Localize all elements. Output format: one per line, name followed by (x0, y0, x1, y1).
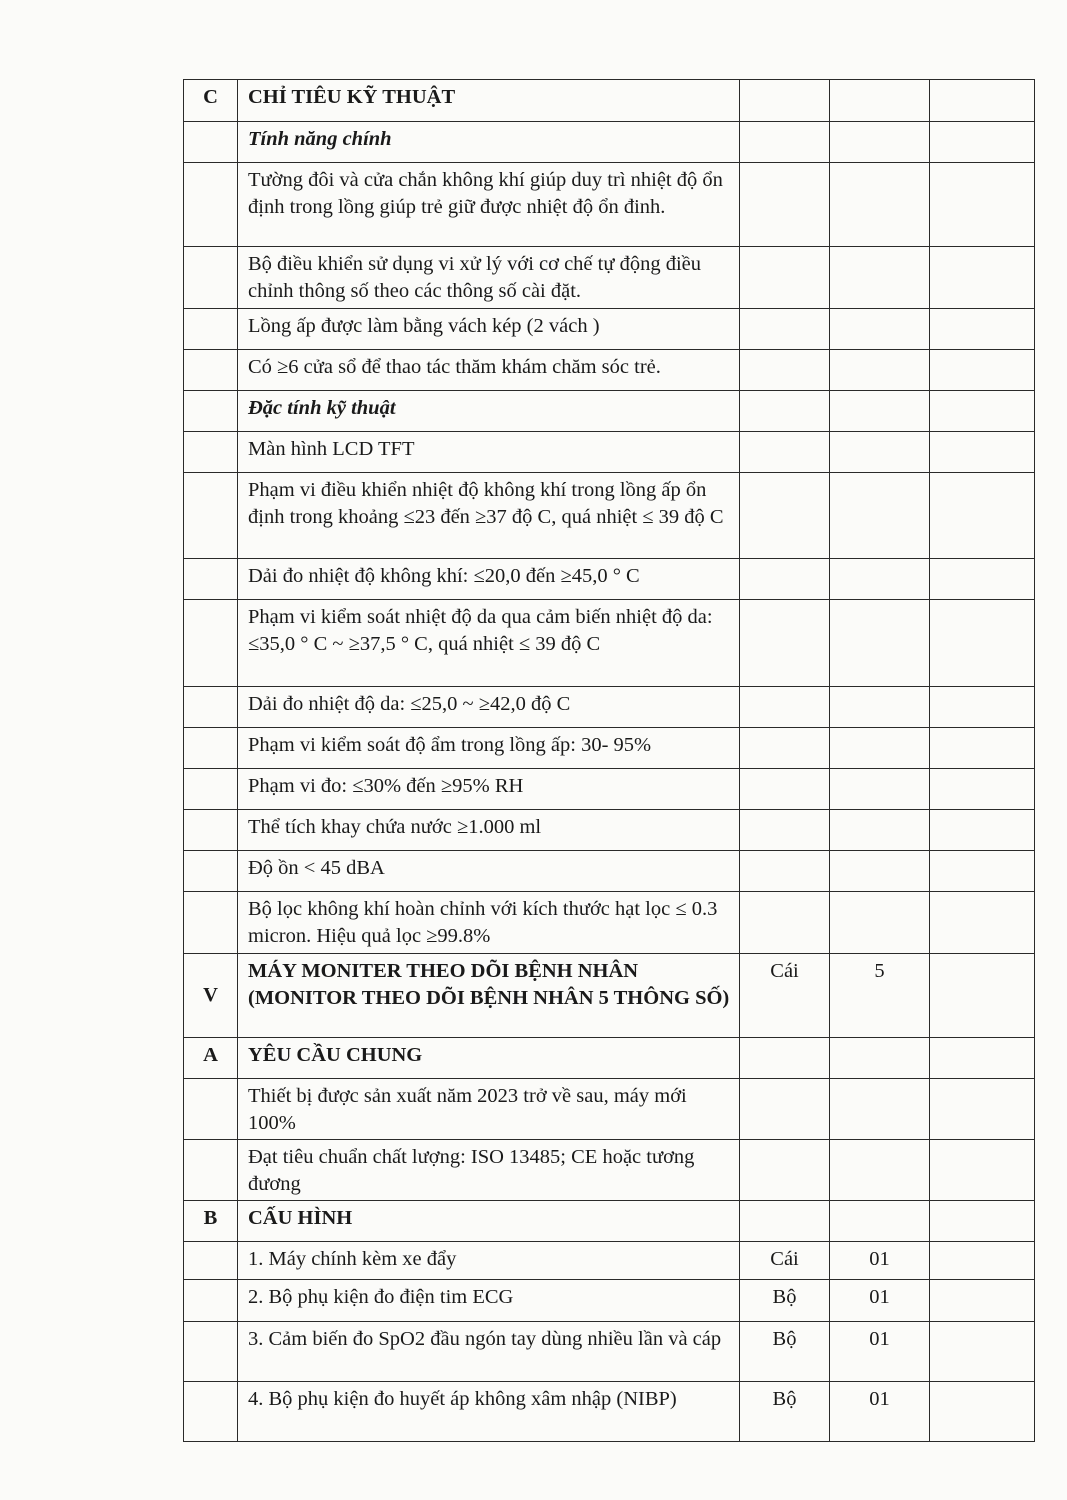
description-cell (238, 810, 740, 851)
row-number (184, 1242, 237, 1246)
row-number-cell (184, 80, 238, 122)
quantity-text (830, 1201, 929, 1205)
description-text: Bộ lọc không khí hoàn chỉnh với kích thước hạt lọc ≤ 0.3 micron. Hiệu quả lọc ≥99.8% (248, 898, 718, 947)
row-number (184, 1382, 237, 1386)
row-number (184, 1079, 237, 1083)
description-text: Phạm vi đo: ≤30% đến ≥95% RH (248, 775, 524, 797)
description-text: Thể tích khay chứa nước ≥1.000 ml (248, 816, 542, 838)
notes-cell (930, 391, 1035, 432)
unit-cell (740, 391, 830, 432)
row-number-cell (184, 432, 238, 473)
quantity-text (830, 810, 929, 814)
row-number (184, 728, 237, 732)
description-text: Độ ồn < 45 dBA (248, 857, 385, 879)
unit-text (740, 432, 829, 436)
row-number (184, 559, 237, 563)
quantity-text (830, 350, 929, 354)
quantity-cell (830, 810, 930, 851)
quantity-cell (830, 851, 930, 892)
description-cell (238, 391, 740, 432)
table-row (184, 954, 1035, 1038)
unit-cell (740, 432, 830, 473)
table-row (184, 1242, 1035, 1280)
row-number-cell (184, 600, 238, 687)
description-cell (238, 80, 740, 122)
unit-cell (740, 810, 830, 851)
quantity-cell (830, 473, 930, 559)
row-number (184, 600, 237, 604)
row-number (184, 473, 237, 477)
description-text: Thiết bị được sản xuất năm 2023 trở về sau, máy mới 100% (248, 1085, 687, 1134)
notes-cell (930, 600, 1035, 687)
quantity-text (830, 892, 929, 896)
row-number-cell (184, 769, 238, 810)
unit-cell (740, 559, 830, 600)
row-number (184, 1322, 237, 1326)
row-number-cell (184, 728, 238, 769)
description-text: MÁY MONITER THEO DÕI BỆNH NHÂN (MONITOR THEO DÕI BỆNH NHÂN 5 THÔNG SỐ) (248, 960, 730, 1009)
quantity-cell (830, 1079, 930, 1140)
notes-cell (930, 892, 1035, 954)
table-row (184, 1079, 1035, 1140)
row-number-cell (184, 892, 238, 954)
quantity-cell (830, 122, 930, 163)
quantity-text (830, 473, 929, 477)
row-number-cell (184, 163, 238, 247)
description-cell (238, 559, 740, 600)
quantity-text (830, 559, 929, 563)
notes-cell (930, 473, 1035, 559)
quantity-text (830, 600, 929, 604)
unit-text (740, 1038, 829, 1042)
quantity-cell (830, 559, 930, 600)
description-cell (238, 600, 740, 687)
quantity-text (830, 309, 929, 313)
quantity-cell (830, 892, 930, 954)
description-cell (238, 1079, 740, 1140)
description-cell (238, 851, 740, 892)
description-cell (238, 1382, 740, 1442)
quantity-cell (830, 1201, 930, 1242)
quantity-cell (830, 1242, 930, 1280)
notes-cell (930, 769, 1035, 810)
unit-cell (740, 892, 830, 954)
description-cell (238, 1242, 740, 1280)
description-text: 1. Máy chính kèm xe đẩy (248, 1248, 457, 1270)
unit-cell (740, 600, 830, 687)
description-text: YÊU CẦU CHUNG (248, 1044, 423, 1066)
description-cell (238, 728, 740, 769)
description-text: 4. Bộ phụ kiện đo huyết áp không xâm nhập (NIBP) (248, 1388, 677, 1410)
unit-cell (740, 728, 830, 769)
quantity-text (830, 163, 929, 167)
table-row (184, 391, 1035, 432)
description-cell (238, 350, 740, 391)
quantity-cell (830, 769, 930, 810)
row-number-cell (184, 559, 238, 600)
quantity-cell (830, 1322, 930, 1382)
notes-cell (930, 728, 1035, 769)
row-number-cell (184, 1038, 238, 1079)
row-number-cell (184, 687, 238, 728)
unit-text (740, 473, 829, 477)
quantity-cell (830, 1280, 930, 1322)
row-number-cell (184, 851, 238, 892)
unit-cell (740, 1201, 830, 1242)
unit-text (740, 309, 829, 313)
quantity-cell (830, 728, 930, 769)
description-cell (238, 1038, 740, 1079)
description-cell (238, 163, 740, 247)
description-cell (238, 122, 740, 163)
unit-text (740, 80, 829, 84)
row-number: C (203, 86, 218, 108)
quantity-cell (830, 163, 930, 247)
notes-cell (930, 350, 1035, 391)
row-number: V (203, 984, 218, 1006)
row-number (184, 1280, 237, 1284)
unit-text (740, 1201, 829, 1205)
table-row (184, 122, 1035, 163)
notes-cell (930, 851, 1035, 892)
table-row (184, 1140, 1035, 1201)
row-number-cell (184, 309, 238, 350)
table-row (184, 163, 1035, 247)
description-cell (238, 1322, 740, 1382)
notes-cell (930, 954, 1035, 1038)
quantity-cell (830, 80, 930, 122)
notes-cell (930, 1280, 1035, 1322)
notes-cell (930, 1038, 1035, 1079)
row-number-cell (184, 1201, 238, 1242)
table-row (184, 432, 1035, 473)
description-text: CHỈ TIÊU KỸ THUẬT (248, 86, 456, 108)
description-text: Dải đo nhiệt độ không khí: ≤20,0 đến ≥45,0 ° C (248, 565, 640, 587)
quantity-text (830, 728, 929, 732)
unit-text (740, 1079, 829, 1083)
description-text: Phạm vi điều khiển nhiệt độ không khí trong lồng ấp ổn định trong khoảng ≤23 đến ≥37 độ C, quá nhiệt ≤ 39 độ C (248, 479, 724, 528)
quantity-text: 01 (869, 1286, 890, 1308)
quantity-text (830, 247, 929, 251)
description-cell (238, 473, 740, 559)
quantity-cell (830, 432, 930, 473)
unit-cell (740, 1079, 830, 1140)
row-number (184, 769, 237, 773)
table-row (184, 1038, 1035, 1079)
unit-text (740, 851, 829, 855)
notes-cell (930, 687, 1035, 728)
quantity-cell (830, 391, 930, 432)
row-number-cell (184, 1280, 238, 1322)
notes-cell (930, 122, 1035, 163)
table-row (184, 1201, 1035, 1242)
table-row (184, 892, 1035, 954)
notes-cell (930, 1140, 1035, 1201)
row-number (184, 810, 237, 814)
description-text: Có ≥6 cửa sổ để thao tác thăm khám chăm sóc trẻ. (248, 356, 661, 378)
unit-text (740, 728, 829, 732)
notes-cell (930, 163, 1035, 247)
quantity-text: 01 (869, 1388, 890, 1410)
quantity-text (830, 122, 929, 126)
quantity-text: 01 (869, 1248, 890, 1270)
quantity-cell (830, 1140, 930, 1201)
unit-text: Bộ (772, 1286, 797, 1308)
row-number-cell (184, 350, 238, 391)
row-number-cell (184, 1382, 238, 1442)
row-number-cell (184, 1140, 238, 1201)
unit-text: Cái (770, 1248, 799, 1270)
quantity-text (830, 391, 929, 395)
table-row (184, 728, 1035, 769)
description-text: Dải đo nhiệt độ da: ≤25,0 ~ ≥42,0 độ C (248, 693, 571, 715)
unit-text: Bộ (772, 1388, 797, 1410)
unit-text (740, 892, 829, 896)
table-row (184, 769, 1035, 810)
row-number-cell (184, 247, 238, 309)
table-row (184, 80, 1035, 122)
notes-cell (930, 1242, 1035, 1280)
quantity-text (830, 1140, 929, 1144)
unit-cell (740, 163, 830, 247)
specification-table (183, 79, 1035, 1442)
quantity-cell (830, 350, 930, 391)
description-text: Phạm vi kiểm soát độ ẩm trong lồng ấp: 30- 95% (248, 734, 652, 756)
unit-text (740, 559, 829, 563)
quantity-text: 01 (869, 1328, 890, 1350)
row-number (184, 247, 237, 251)
notes-cell (930, 810, 1035, 851)
row-number-cell (184, 1079, 238, 1140)
unit-cell (740, 851, 830, 892)
notes-cell (930, 1382, 1035, 1442)
table-row (184, 600, 1035, 687)
quantity-cell (830, 687, 930, 728)
row-number-cell (184, 1242, 238, 1280)
unit-text (740, 810, 829, 814)
table-row (184, 810, 1035, 851)
unit-text (740, 600, 829, 604)
unit-cell (740, 309, 830, 350)
quantity-text (830, 1038, 929, 1042)
table-row (184, 1322, 1035, 1382)
description-cell (238, 954, 740, 1038)
unit-text (740, 163, 829, 167)
unit-text (740, 350, 829, 354)
quantity-text (830, 687, 929, 691)
row-number (184, 1140, 237, 1144)
table-row (184, 851, 1035, 892)
quantity-cell (830, 600, 930, 687)
unit-cell (740, 122, 830, 163)
quantity-text: 5 (874, 960, 885, 982)
description-text: 3. Cảm biến đo SpO2 đầu ngón tay dùng nhiều lần và cáp (248, 1328, 722, 1350)
unit-text (740, 247, 829, 251)
unit-cell (740, 80, 830, 122)
unit-cell (740, 687, 830, 728)
row-number: A (203, 1044, 218, 1066)
row-number (184, 163, 237, 167)
row-number (184, 350, 237, 354)
unit-cell (740, 350, 830, 391)
quantity-text (830, 432, 929, 436)
notes-cell (930, 80, 1035, 122)
notes-cell (930, 559, 1035, 600)
unit-cell (740, 1382, 830, 1442)
unit-text (740, 391, 829, 395)
description-cell (238, 892, 740, 954)
description-cell (238, 1140, 740, 1201)
description-cell (238, 1280, 740, 1322)
quantity-cell (830, 247, 930, 309)
description-text: Đạt tiêu chuẩn chất lượng: ISO 13485; CE hoặc tương đương (248, 1146, 695, 1195)
description-cell (238, 247, 740, 309)
table-row (184, 247, 1035, 309)
quantity-text (830, 1079, 929, 1083)
quantity-cell (830, 954, 930, 1038)
description-text: Tính năng chính (248, 128, 392, 150)
row-number-cell (184, 954, 238, 1038)
description-cell (238, 769, 740, 810)
quantity-text (830, 851, 929, 855)
description-text: CẤU HÌNH (248, 1207, 353, 1229)
unit-cell (740, 1322, 830, 1382)
unit-text (740, 122, 829, 126)
table-row (184, 559, 1035, 600)
unit-text: Cái (770, 960, 799, 982)
table-row (184, 350, 1035, 391)
quantity-cell (830, 1382, 930, 1442)
description-text: Tường đôi và cửa chắn không khí giúp duy trì nhiệt độ ổn định trong lồng giúp trẻ giữ được nhiệt độ ổn đinh. (248, 169, 723, 218)
row-number (184, 892, 237, 896)
row-number: B (203, 1207, 218, 1229)
unit-cell (740, 473, 830, 559)
unit-cell (740, 769, 830, 810)
table-row (184, 1382, 1035, 1442)
unit-cell (740, 954, 830, 1038)
description-cell (238, 309, 740, 350)
description-cell (238, 1201, 740, 1242)
unit-cell (740, 1140, 830, 1201)
row-number-cell (184, 391, 238, 432)
unit-text (740, 1140, 829, 1144)
description-text: 2. Bộ phụ kiện đo điện tim ECG (248, 1286, 514, 1308)
row-number (184, 687, 237, 691)
quantity-text (830, 80, 929, 84)
row-number (184, 391, 237, 395)
notes-cell (930, 1322, 1035, 1382)
row-number-cell (184, 1322, 238, 1382)
unit-cell (740, 1242, 830, 1280)
notes-cell (930, 1079, 1035, 1140)
unit-cell (740, 247, 830, 309)
unit-cell (740, 1280, 830, 1322)
table-row (184, 309, 1035, 350)
unit-cell (740, 1038, 830, 1079)
row-number (184, 432, 237, 436)
description-text: Đặc tính kỹ thuật (248, 397, 396, 419)
unit-text (740, 769, 829, 773)
notes-cell (930, 309, 1035, 350)
row-number (184, 851, 237, 855)
table-row (184, 473, 1035, 559)
description-text: Lồng ấp được làm bằng vách kép (2 vách ) (248, 315, 600, 337)
row-number-cell (184, 122, 238, 163)
row-number (184, 122, 237, 126)
table-row (184, 687, 1035, 728)
row-number-cell (184, 810, 238, 851)
table-row (184, 1280, 1035, 1322)
quantity-text (830, 769, 929, 773)
description-text: Phạm vi kiểm soát nhiệt độ da qua cảm biến nhiệt độ da: ≤35,0 ° C ~ ≥37,5 ° C, quá nhiệt ≤ 39 độ C (248, 606, 713, 655)
row-number-cell (184, 473, 238, 559)
notes-cell (930, 432, 1035, 473)
row-number (184, 309, 237, 313)
description-text: Bộ điều khiển sử dụng vi xử lý với cơ chế tự động điều chỉnh thông số theo các thông số cài đặt. (248, 253, 702, 302)
quantity-cell (830, 1038, 930, 1079)
notes-cell (930, 247, 1035, 309)
quantity-cell (830, 309, 930, 350)
description-cell (238, 432, 740, 473)
description-text: Màn hình LCD TFT (248, 438, 415, 460)
unit-text (740, 687, 829, 691)
description-cell (238, 687, 740, 728)
unit-text: Bộ (772, 1328, 797, 1350)
notes-cell (930, 1201, 1035, 1242)
